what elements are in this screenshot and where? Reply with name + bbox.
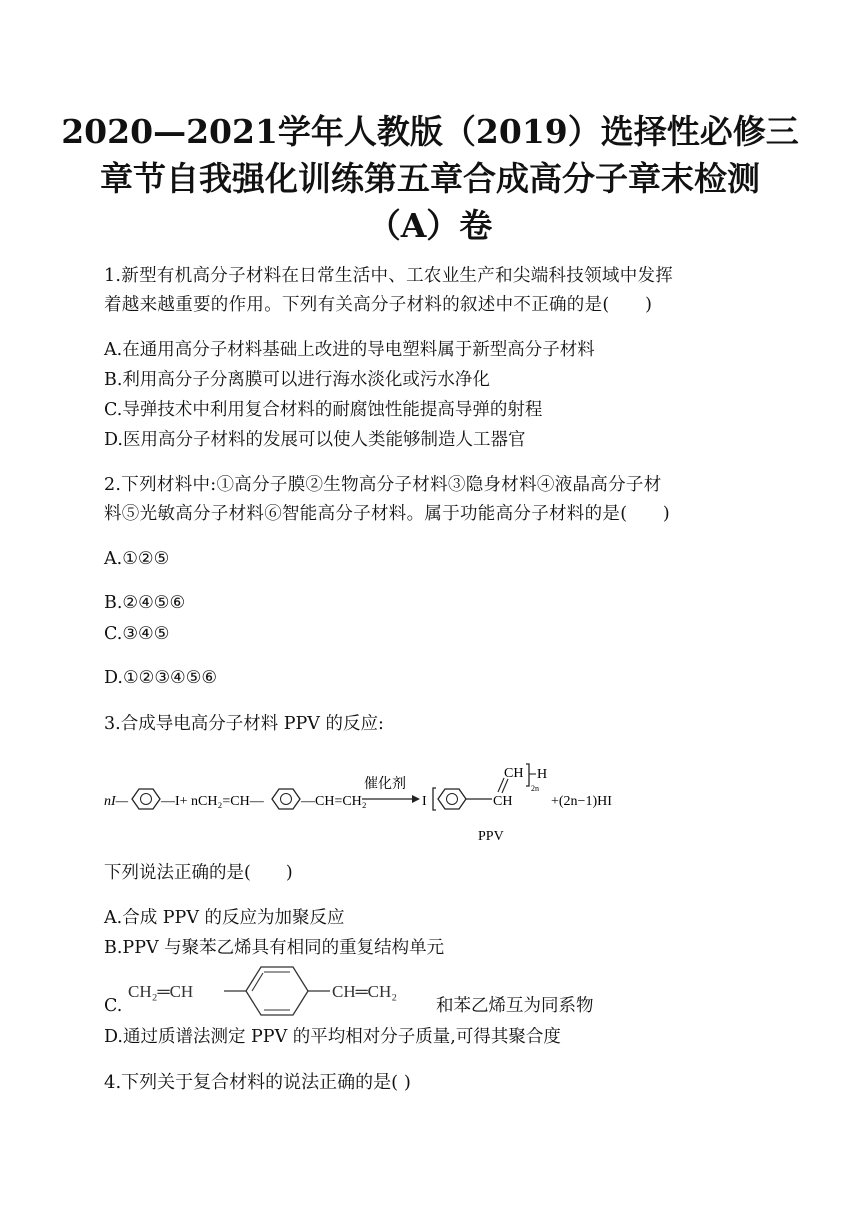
- eq-left-3: —CH=CH₂: [301, 794, 367, 809]
- title-line-2: 章节自我强化训练第五章合成高分子章末检测: [100, 159, 760, 198]
- q2-option-d: D.①②③④⑤⑥: [104, 668, 218, 688]
- eq-product-ch-top: CH: [504, 766, 524, 781]
- eq-ppv-label: PPV: [478, 829, 504, 844]
- q2-option-c: C.③④⑤: [104, 624, 170, 644]
- q2-stem-line-2: 料⑤光敏高分子材料⑥智能高分子材料。属于功能高分子材料的是( ): [104, 504, 671, 524]
- eq-catalyst: 催化剂: [364, 777, 406, 792]
- bracket-left: [433, 788, 436, 810]
- q3-option-c-suffix: 和苯乙烯互为同系物: [436, 996, 594, 1016]
- divinylbenzene-structure: [124, 962, 436, 1020]
- q2-stem-line-1: 2.下列材料中:①高分子膜②生物高分子材料③隐身材料④液晶高分子材: [104, 475, 662, 495]
- benzene-ring-2: [272, 789, 300, 809]
- benzene-ring-1: [132, 789, 160, 809]
- q3-option-a: A.合成 PPV 的反应为加聚反应: [104, 908, 345, 928]
- bracket-right: [526, 764, 529, 786]
- benzene-ring-3: [438, 789, 466, 809]
- q2-option-a: A.①②⑤: [104, 549, 170, 569]
- q2-option-b: B.②④⑤⑥: [104, 593, 186, 613]
- q3-question: 下列说法正确的是( ): [104, 863, 293, 883]
- benzene-ring-4: [246, 967, 308, 1015]
- title-line-3: （A）卷: [367, 206, 493, 245]
- q3-stem: 3.合成导电高分子材料 PPV 的反应:: [104, 714, 384, 734]
- eq-left-2: —I+ nCH₂=CH—: [161, 794, 264, 809]
- eq-left-1: nI—: [104, 794, 129, 809]
- eq-product-sub: 2n: [531, 784, 539, 793]
- q3-option-b: B.PPV 与聚苯乙烯具有相同的重复结构单元: [104, 938, 445, 958]
- document-title: [60, 108, 800, 249]
- q3-option-d: D.通过质谱法测定 PPV 的平均相对分子质量,可得其聚合度: [104, 1027, 561, 1047]
- q1-option-d: D.医用高分子材料的发展可以使人类能够制造人工器官: [104, 430, 526, 450]
- structure-left-group: CH₂═CH: [128, 982, 194, 1001]
- reaction-arrow-head: [412, 795, 420, 803]
- eq-product-h: H: [537, 767, 548, 782]
- eq-product-ch-bottom: CH: [493, 794, 513, 809]
- q1-option-c: C.导弹技术中利用复合材料的耐腐蚀性能提高导弹的射程: [104, 400, 543, 420]
- eq-right: +(2n−1)HI: [551, 794, 612, 809]
- q1-option-a: A.在通用高分子材料基础上改进的导电塑料属于新型高分子材料: [104, 340, 595, 360]
- ppv-reaction-equation: [100, 752, 660, 852]
- title-line-1: 2020—2021学年人教版（2019）选择性必修三: [61, 112, 799, 151]
- q1-stem-line-1: 1.新型有机高分子材料在日常生活中、工农业生产和尖端科技领域中发挥: [104, 266, 674, 286]
- q1-stem-line-2: 着越来越重要的作用。下列有关高分子材料的叙述中不正确的是( ): [104, 295, 653, 315]
- eq-product-i: I: [422, 794, 427, 809]
- q4-stem: 4.下列关于复合材料的说法正确的是( ): [104, 1072, 411, 1093]
- structure-right-group: CH═CH₂: [332, 982, 398, 1001]
- q1-option-b: B.利用高分子分离膜可以进行海水淡化或污水净化: [104, 370, 490, 390]
- q3-option-c-prefix: C.: [104, 996, 123, 1016]
